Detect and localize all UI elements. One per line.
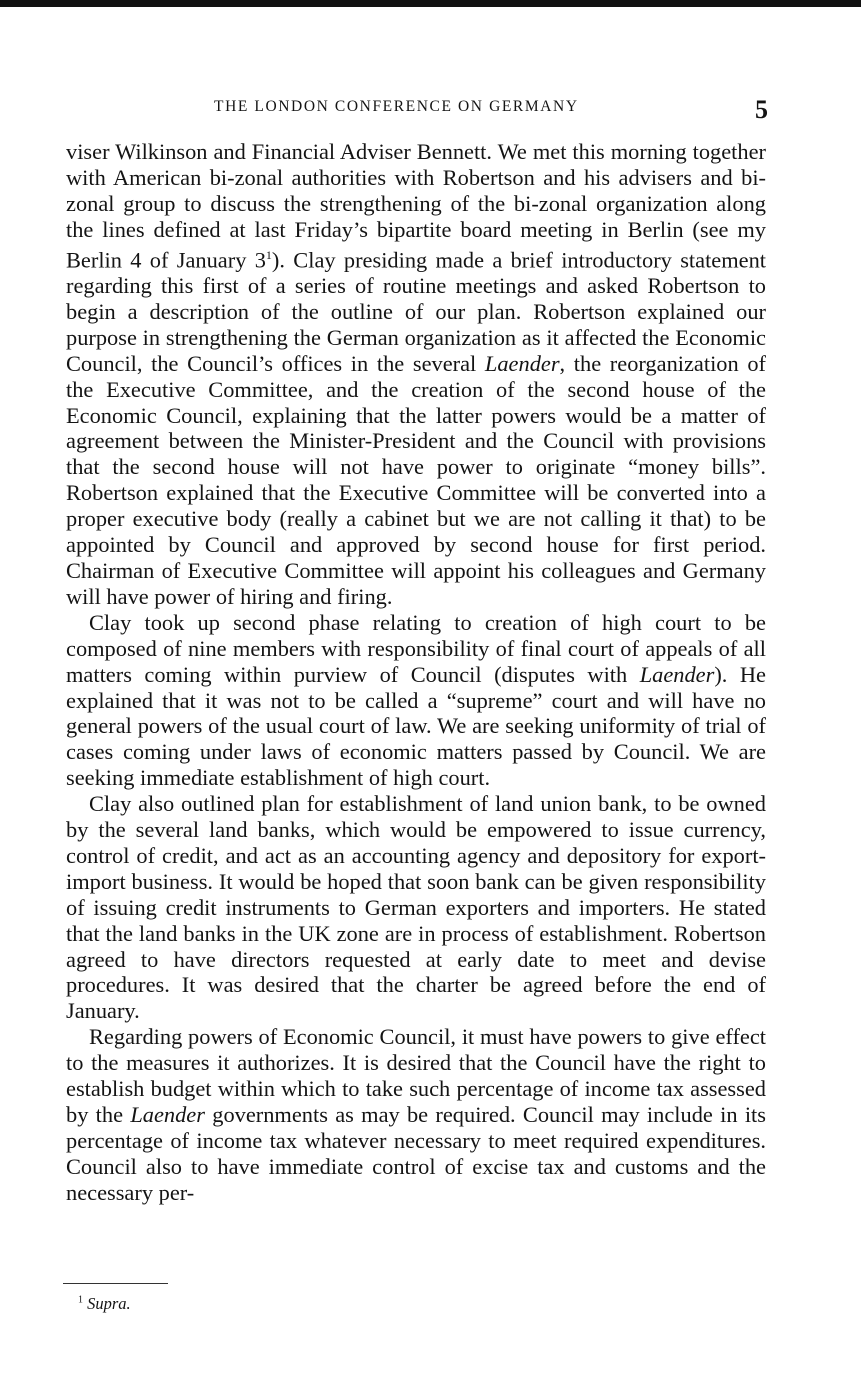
page-top-edge [0, 0, 861, 7]
italic-term-laender: Laender [130, 1102, 205, 1127]
paragraph-4 [66, 1024, 766, 1205]
paragraph-1-text-b: ). Clay presiding made a brief introductory statement regarding this first of a series of routine meetings and asked Robertson to begin a description of the outline of our plan. Robertson explained our purpose in strengthening the German organization as it affected the Economic Council, the Council’s offices in the several [66, 247, 766, 376]
footnote [78, 1294, 131, 1314]
footnote-marker: 1 [78, 1294, 83, 1306]
footnote-divider [63, 1283, 168, 1284]
paragraph-2 [66, 610, 766, 791]
paragraph-2-text-a: Clay took up second phase relating to creation of high court to be composed of nine members with responsibility of final court of appeals of all matters coming within purview of Council (disputes with [66, 609, 766, 687]
page-number: 5 [755, 95, 768, 124]
footnote-text: Supra. [87, 1294, 131, 1313]
paragraph-3: Clay also outlined plan for establishment of land union bank, to be owned by the several land banks, which would be empowered to issue currency, control of credit, and act as an accounting agency and depository for export-import business. It would be hoped that soon bank can be given responsibility of issuing credit instruments to German exporters and importers. He stated that the land banks in the UK zone are in process of establishment. Robertson agreed to have directors requested at early date to meet and devise procedures. It was desired that the charter be agreed before the end of January. [66, 791, 766, 1024]
paragraph-4-text-a: Regarding powers of Economic Council, it must have powers to give effect to the measures it authorizes. It is desired that the Council have the right to establish budget within which to take such percentage of income tax assessed by the [66, 1024, 766, 1127]
italic-term-laender: Laender [639, 661, 715, 687]
body-text [66, 139, 766, 1206]
italic-term-laender: Laender [484, 350, 560, 376]
paragraph-1-text-a: viser Wilkinson and Financial Adviser Bennett. We met this morning together with American bi-zonal authorities with Robertson and his advisers and bi-zonal group to discuss the strengthening of the bi-zonal organization along the lines defined at last Friday’s bipartite board meeting in Berlin (see my Berlin 4 of January 3 [66, 139, 766, 273]
running-head: THE LONDON CONFERENCE ON GERMANY [214, 98, 579, 115]
paragraph-4-text-b: governments as may be required. Council may include in its percentage of income tax whatever necessary to meet required expenditures. Council also to have immediate control of excise tax and customs and the necessary per- [66, 1102, 766, 1205]
paragraph-1 [66, 139, 766, 610]
footnote-reference: 1 [265, 247, 272, 262]
paragraph-1-text-c: , the reorganization of the Executive Committee, and the creation of the second house of the Economic Council, explaining that the latter powers would be a matter of agreement between the Minister-President and the Council with provisions that the second house will not have power to originate “money bills”. Robertson explained that the Executive Committee will be converted into a proper executive body (really a cabinet but we are not calling it that) to be appointed by Council and approved by second house for first period. Chairman of Executive Committee will appoint his colleagues and Germany will have power of hiring and firing. [66, 350, 766, 609]
paragraph-2-text-b: ). He explained that it was not to be called a “supreme” court and will have no general powers of the usual court of law. We are seeking uniformity of trial of cases coming under laws of economic matters passed by Council. We are seeking immediate establishment of high court. [66, 661, 766, 791]
